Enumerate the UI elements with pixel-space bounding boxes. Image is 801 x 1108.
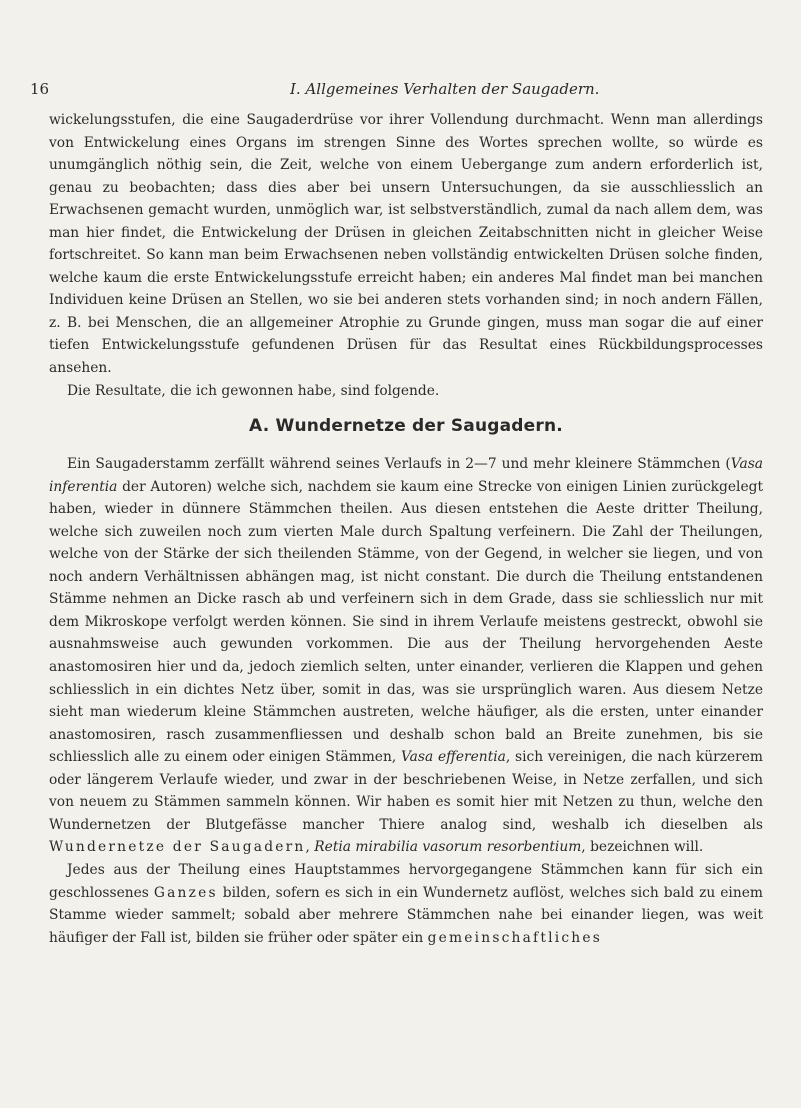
body-text xyxy=(49,109,763,949)
spaced-term: gemeinschaftliches xyxy=(427,929,602,946)
spaced-term: Wundernetze der Saugadern xyxy=(49,839,306,856)
paragraph-3 xyxy=(49,453,763,859)
text-run: , bezeichnen will. xyxy=(581,839,704,856)
paragraph-1: wickelungsstufen, die eine Saugaderdrüse vor ihrer Vollendung durchmacht. Wenn man allerdings von Entwickelung eines Organs im strengen Sinne des Wortes sprechen wollte, so würde es unumgänglich nöthig sein, die Zeit, welche von einem Uebergange zum andern erforderlich ist, genau zu beobachten; dass dies aber bei unsern Untersuchungen, da sie ausschliesslich an Erwachsenen gemacht wurden, unmöglich war, ist selbstverständlich, zumal da nach allem dem, was man hier findet, die Entwickelung der Drüsen in gleichen Zeitabschnitten nicht in gleicher Weise fortschreitet. So kann man beim Erwachsenen neben vollständig entwickelten Drüsen solche finden, welche kaum die erste Entwickelungsstufe erreicht haben; ein anderes Mal findet man bei manchen Individuen keine Drüsen an Stellen, wo sie bei anderen stets vorhanden sind; in noch andern Fällen, z. B. bei Menschen, die an allgemeiner Atrophie zu Grunde gingen, muss man sogar die auf einer tiefen Entwickelungsstufe gefundenen Drüsen für das Resultat eines Rückbildungsprocesses ansehen. xyxy=(49,112,763,377)
italic-term: Vasa efferentia xyxy=(400,749,506,766)
text-run: Jedes aus der Theilung eines Hauptstammes hervorgegangene Stämmchen kann für sich ein geschlossenes xyxy=(49,861,763,901)
text-run: , xyxy=(305,839,315,856)
section-heading: A. Wundernetze der Saugadern. xyxy=(249,416,563,437)
text-run: bilden, sofern es sich in ein Wundernetz auflöst, welches sich bald zu einem Stamme wieder sammelt; sobald aber mehrere Stämmchen nahe bei einander liegen, was weit häufiger der Fall ist, bilden sie früher oder später ein xyxy=(49,884,763,946)
page-header xyxy=(30,80,761,102)
page-number: 16 xyxy=(30,80,50,98)
text-run: der Autoren) welche sich, nachdem sie kaum eine Strecke von einigen Linien zurückgelegt haben, wieder in dünnere Stämmchen theilen. Aus diesen entstehen die Aeste dritter Theilung, welche sich zuweilen noch zum vierten Male durch Spaltung verfeinern. Die Zahl der Theilungen, welche von der Stärke der sich theilenden Stämme, von der Gegend, in welcher sie liegen, und von noch andern Verhältnissen abhängen mag, ist nicht constant. Die durch die Theilung entstandenen Stämme nehmen an Dicke rasch ab und verfeinern sich in dem Grade, dass sie schliesslich nur mit dem Mikroskope verfolgt werden können. Sie sind in ihrem Verlaufe meistens gestreckt, obwohl sie ausnahmsweise auch gewunden vorkommen. Die aus der Theilung hervorgehenden Aeste anastomosiren hier und da, jedoch ziemlich selten, unter einander, verlieren die Klappen und gehen schliesslich in ein dichtes Netz über, somit in das, was sie ursprünglich waren. Aus diesem Netze sieht man wiederum kleine Stämmchen austreten, welche häufiger, als die ersten, unter einander anastomosiren, rasch zusammenfliessen und deshalb schon bald an Breite zunehmen, bis sie schliesslich alle zu einem oder einigen Stämmen, xyxy=(49,478,763,766)
paragraph-2: Die Resultate, die ich gewonnen habe, sind folgende. xyxy=(67,382,440,399)
text-run: Ein Saugaderstamm zerfällt während seines Verlaufs in 2—7 und mehr kleinere Stämmchen ( xyxy=(67,456,731,473)
italic-term: Vasa inferentia xyxy=(49,456,763,495)
text-run: , sich vereinigen, die nach kürzerem oder längerem Verlaufe wieder, und zwar in der beschriebenen Weise, in Netze zerfallen, und sich von neuem zu Stämmen sammeln können. Wir haben es somit hier mit Netzen zu thun, welche den Wundernetzen der Blutgefässe mancher Thiere analog sind, weshalb ich dieselben als xyxy=(49,749,763,833)
spaced-term: Ganzes xyxy=(153,884,218,901)
running-title: I. Allgemeines Verhalten der Saugadern. xyxy=(290,80,600,98)
paragraph-4 xyxy=(49,859,763,949)
italic-term: Retia mirabilia vasorum resorbentium xyxy=(314,839,582,856)
